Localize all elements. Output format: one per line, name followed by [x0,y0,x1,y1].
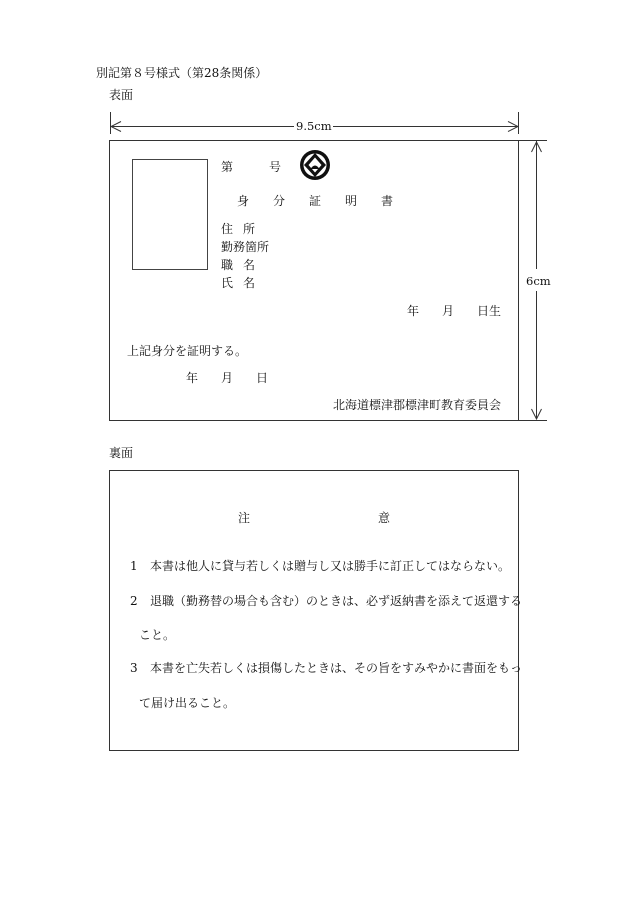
width-label: 9.5cm [296,119,332,133]
card-title-char: 身 [237,194,250,208]
field-char: 氏 [221,276,234,290]
town-emblem-icon [299,149,331,181]
date-part: 年 [407,304,420,318]
field-char: 名 [242,276,255,290]
card-title-char: 証 [308,194,321,208]
number-label: 第 [221,160,234,174]
back-label: 裏面 [109,446,134,460]
field-address [221,223,255,235]
date-part: 月 [441,304,454,318]
notice-item-continuation: て届け出ること。 [139,696,236,710]
photo-placeholder [132,159,208,270]
date-part: 日生 [476,304,501,318]
arrow-up-icon [531,141,542,153]
card-title-char: 明 [344,194,357,208]
issue-date [186,372,268,384]
date-part: 月 [220,371,233,385]
field-char: 住 [221,222,234,236]
notice-item-text: 本書は他人に貸与若しくは贈与し又は勝手に訂正してはならない。 [150,559,511,573]
card-title [237,195,393,207]
field-char: 名 [242,258,255,272]
issuer-name: 北海道標津郡標津町教育委員会 [332,398,501,412]
card-title-char: 書 [380,194,393,208]
id-card-front [109,140,519,421]
arrow-left-icon [110,121,122,132]
notice-title-char: 意 [377,511,390,525]
date-part: 年 [186,371,199,385]
field-char: 所 [242,222,255,236]
arrow-down-icon [531,408,542,420]
date-part: 日 [255,371,268,385]
notice-item-number: 3 [130,661,138,675]
field-name [221,277,255,289]
notice-item-text: 退職（勤務替の場合も含む）のときは、必ず返納書を添えて返還する [150,594,523,608]
height-label: 6cm [526,274,551,288]
field-workplace: 勤務箇所 [221,240,270,254]
id-card-back [109,470,523,751]
number-suffix: 号 [269,160,282,174]
notice-title-char: 注 [238,511,251,525]
notice-item-number: 1 [130,559,138,573]
arrow-right-icon [507,121,519,132]
notice-item-continuation: こと。 [139,628,176,642]
front-label: 表面 [109,88,134,102]
notice-title [238,512,390,524]
certify-text: 上記身分を証明する。 [127,344,248,358]
notice-item-number: 2 [130,594,138,608]
birth-date [407,305,501,317]
notice-item-text: 本書を亡失若しくは損傷したときは、その旨をすみやかに書面をもっ [150,661,523,675]
form-title: 別記第８号様式（第28条関係） [96,66,268,80]
card-title-char: 分 [272,194,285,208]
field-char: 職 [221,258,234,272]
field-position [221,259,255,271]
